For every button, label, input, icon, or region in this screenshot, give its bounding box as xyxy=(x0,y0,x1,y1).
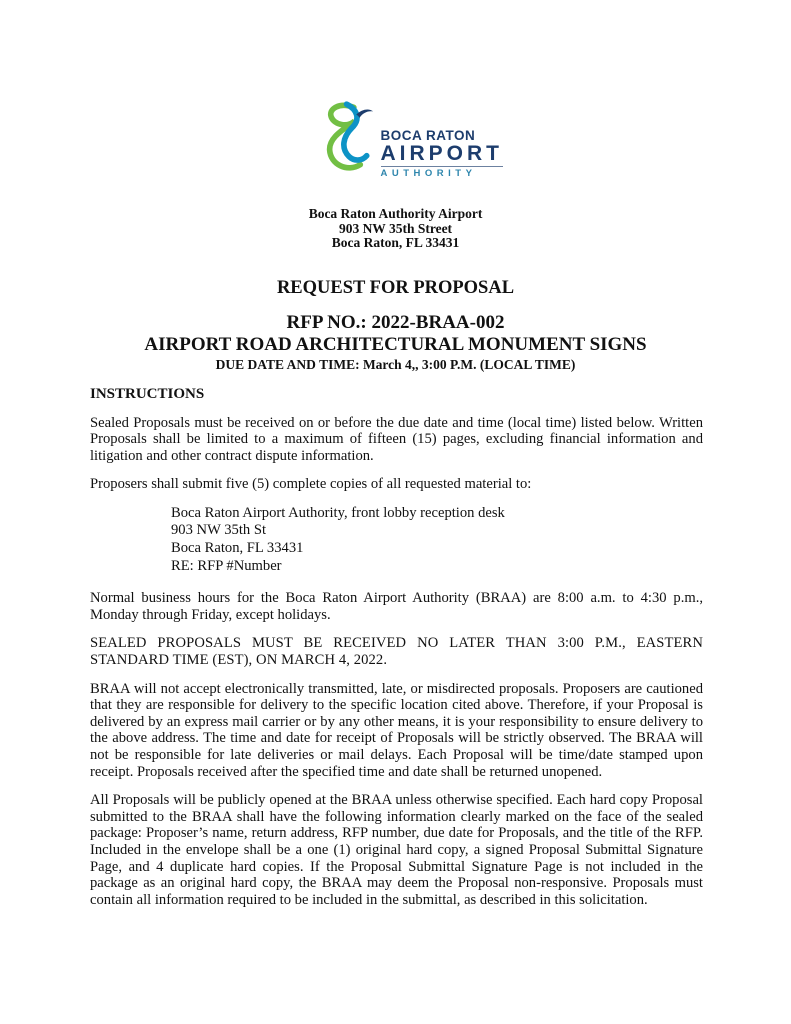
authority-address-line1: Boca Raton Authority Airport xyxy=(308,206,483,221)
braa-logo xyxy=(320,93,503,183)
instructions-heading: INSTRUCTIONS xyxy=(90,385,205,402)
logo-text-authority: AUTHORITY xyxy=(380,168,477,179)
submittal-address-line4: RE: RFP #Number xyxy=(171,557,282,574)
paragraph-sealed-proposals: Sealed Proposals must be received on or before the due date and time (local time) listed below. Written Proposals shall be limited to a maximum of fifteen (15) pages, excluding financial information and litigation and other contract dispute information. xyxy=(90,414,703,464)
paragraph-delivery-rules: BRAA will not accept electronically transmitted, late, or misdirected proposals. Proposers are cautioned that they are responsible for delivery to the specific location cited above. Therefore, if your Proposal is delivered by an express mail carrier or by any other means, it is your responsibility to ensure delivery to the above address. The time and date for receipt of Proposals will be strictly observed. The BRAA will not be responsible for late deliveries or mail delays. Each Proposal will be time/date stamped upon receipt. Proposals received after the specified time and date shall be returned unopened. xyxy=(90,680,703,780)
logo-text-boca-raton: BOCA RATON xyxy=(380,128,476,143)
rfp-number-title-block xyxy=(0,312,791,357)
authority-address-line3: Boca Raton, FL 33431 xyxy=(331,235,460,250)
submittal-address-line2: 903 NW 35th St xyxy=(171,522,267,539)
authority-address-block xyxy=(0,207,791,251)
paragraph-submit-copies: Proposers shall submit five (5) complete copies of all requested material to: xyxy=(90,476,532,493)
submittal-address-line3: Boca Raton, FL 33431 xyxy=(171,540,304,557)
rfp-number: RFP NO.: 2022-BRAA-002 xyxy=(286,311,505,333)
logo-text-airport: AIRPORT xyxy=(380,142,503,165)
paragraph-deadline-notice: SEALED PROPOSALS MUST BE RECEIVED NO LATER THAN 3:00 P.M., EASTERN STANDARD TIME (EST), ON MARCH 4, 2022. xyxy=(90,635,703,669)
project-title: AIRPORT ROAD ARCHITECTURAL MONUMENT SIGNS xyxy=(144,334,647,355)
authority-address-line2: 903 NW 35th Street xyxy=(338,220,453,236)
braa-logo-mark-icon xyxy=(320,93,378,183)
paragraph-opening-and-package-marking: All Proposals will be publicly opened at the BRAA unless otherwise specified. Each hard copy Proposal submitted to the BRAA shall have the following information clearly marked on the face of the sealed package: Proposer’s name, return address, RFP number, due date for Proposals, and the title of the RFP. Included in the envelope shall be a one (1) original hard copy, a signed Proposal Submittal Signature Page, and 4 duplicate hard copies. If the Proposal Submittal Signature Page is not included in the package as an original hard copy, the BRAA may deem the Proposal non-responsive. Proposals must contain all information required to be included in the submittal, as described in this solicitation. xyxy=(90,792,703,908)
document-body xyxy=(0,386,791,909)
submittal-address-block xyxy=(171,505,703,575)
logo-divider xyxy=(381,166,504,167)
paragraph-business-hours: Normal business hours for the Boca Raton Airport Authority (BRAA) are 8:00 a.m. to 4:30 p.m., Monday through Friday, except holidays. xyxy=(90,590,703,623)
submittal-address-line1: Boca Raton Airport Authority, front lobby reception desk xyxy=(171,504,505,521)
due-date-line: DUE DATE AND TIME: March 4,, 3:00 P.M. (LOCAL TIME) xyxy=(215,356,576,372)
document-title: REQUEST FOR PROPOSAL xyxy=(276,277,515,298)
braa-logo-wordmark xyxy=(381,93,504,179)
